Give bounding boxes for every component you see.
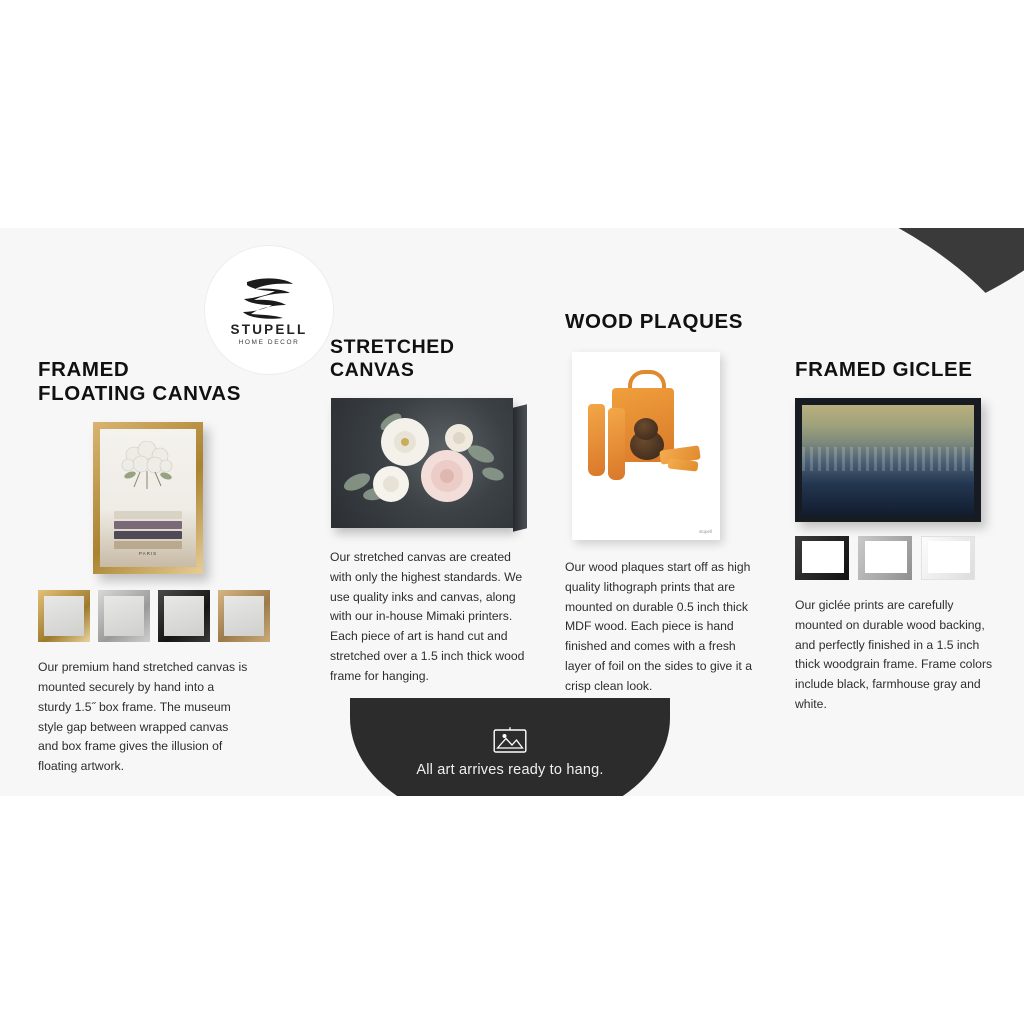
brand-tagline: HOME DECOR (238, 339, 300, 346)
artwork-caption: PARIS (138, 551, 158, 557)
frame-swatch-gray[interactable] (98, 590, 150, 642)
orange-scarf-tail (668, 459, 699, 472)
title-line-2: CANVAS (330, 359, 415, 381)
orange-boot-left (588, 404, 605, 476)
swatch-mat (164, 596, 204, 636)
swatch-window (802, 541, 844, 573)
swatch-window (928, 541, 970, 573)
ready-to-hang-text: All art arrives ready to hang. (416, 762, 604, 778)
book-1 (114, 511, 182, 519)
column-title-framed-giclee: FRAMED GICLEE (795, 358, 973, 381)
stacked-books-illustration (114, 511, 182, 557)
stupell-s-mark-icon (241, 274, 297, 320)
swatch-mat (104, 596, 144, 636)
roses-and-eucalyptus-icon (331, 398, 513, 528)
artwork-wood-plaque (572, 352, 720, 540)
swatch-window (865, 541, 907, 573)
column-title-wood-plaques: WOOD PLAQUES (565, 310, 744, 333)
giclee-frame-white[interactable] (921, 536, 975, 580)
column-framed-floating-canvas (38, 358, 290, 777)
swatch-mat (44, 596, 84, 636)
artwork-stretched-canvas (331, 398, 527, 530)
artwork-framed-giclee (795, 398, 981, 522)
frame-color-swatches (38, 590, 290, 642)
column-stretched-canvas (330, 336, 530, 686)
frame-swatch-black[interactable] (158, 590, 210, 642)
title-line-2: FLOATING CANVAS (38, 382, 241, 406)
column-title-stretched-canvas (330, 336, 530, 382)
column-title-framed-floating-canvas (38, 358, 290, 406)
orange-boot-right (608, 408, 625, 480)
frame-swatch-gold[interactable] (38, 590, 90, 642)
book-4 (114, 541, 182, 549)
brand-name: STUPELL (230, 322, 308, 337)
product-info-infographic (0, 228, 1024, 796)
brand-logo-badge (205, 246, 333, 374)
canvas-front-face (331, 398, 513, 528)
frame-swatch-wood[interactable] (218, 590, 270, 642)
canvas-side-edge (513, 404, 527, 531)
title-line-1: FRAMED (38, 358, 130, 381)
book-3 (114, 531, 182, 539)
title-line-1: STRETCHED (330, 336, 455, 358)
artist-signature: stupell (698, 529, 712, 535)
column-body-framed-floating-canvas: Our premium hand stretched canvas is mounted securely by hand into a sturdy 1.5˝ box frame. The museum style gap between wrapped canvas and box frame gives the illusion of floating artwork. (38, 660, 248, 774)
giclee-frame-black[interactable] (795, 536, 849, 580)
column-body-wood-plaques: Our wood plaques start off as high quality lithograph prints that are mounted on durable 0.5 inch thick MDF wood. Each piece is hand finished and comes with a fresh layer of foil on the sides to give it a crisp clean look. (565, 560, 752, 693)
column-body-stretched-canvas: Our stretched canvas are created with only the highest standards. We use quality inks and canvas, along with our in-house Mimaki printers. Each piece of art is hand cut and stretched over a 1.5 inch thick wood frame for hanging. (330, 550, 525, 683)
column-wood-plaques (565, 310, 765, 697)
column-framed-giclee (795, 358, 995, 715)
book-2 (114, 521, 182, 529)
giclee-artwork (802, 405, 974, 515)
artwork-canvas (100, 429, 196, 567)
swatch-mat (224, 596, 264, 636)
column-body-framed-giclee: Our giclée prints are carefully mounted on durable wood backing, and perfectly finished in a 1.5 inch thick woodgrain frame. Frame colors include black, farmhouse gray and white. (795, 598, 993, 712)
giclee-frame-swatches (795, 536, 995, 580)
hydrangea-bouquet-icon (114, 441, 182, 499)
ready-to-hang-banner (350, 698, 670, 796)
giclee-frame-gray[interactable] (858, 536, 912, 580)
artwork-framed-floating-canvas (93, 422, 203, 574)
framed-picture-icon (493, 726, 527, 754)
